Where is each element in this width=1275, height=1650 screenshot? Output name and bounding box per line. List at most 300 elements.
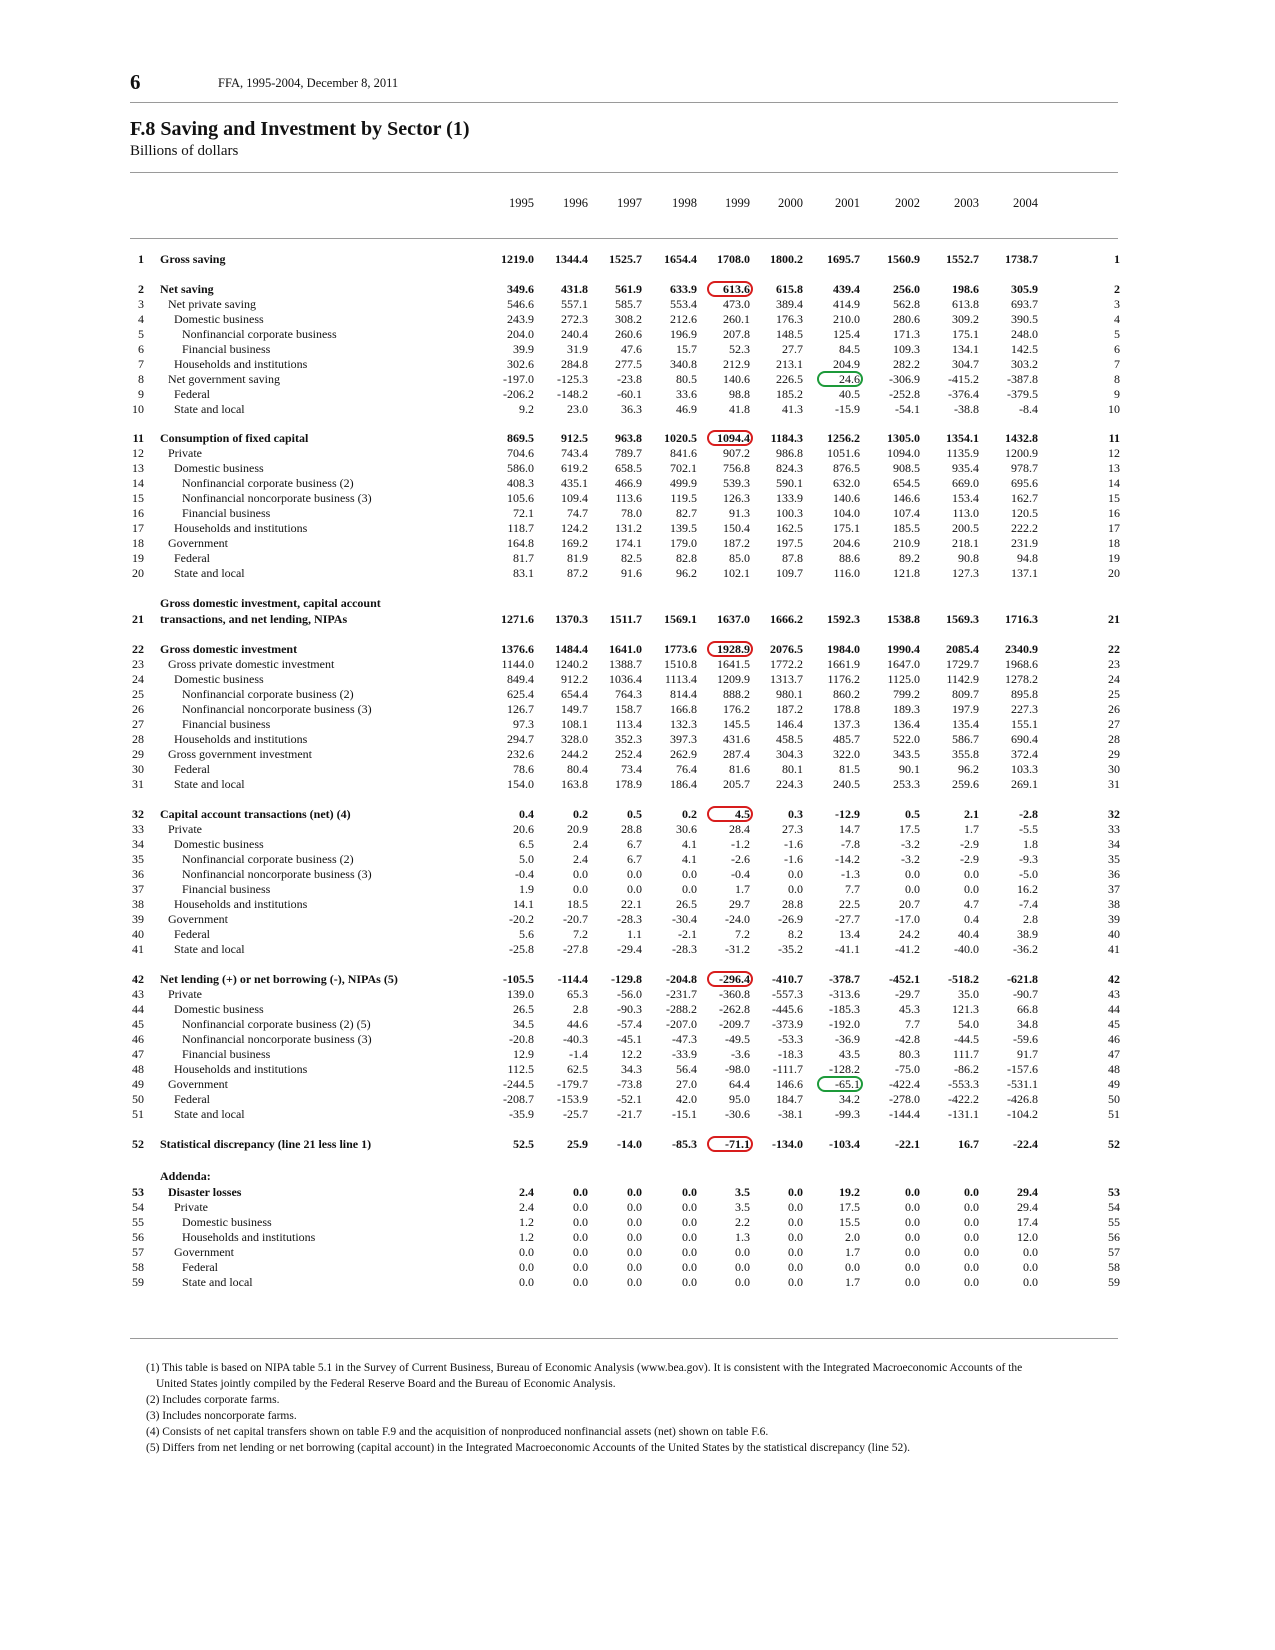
cell-value: 88.6 bbox=[839, 551, 860, 565]
row-label: Domestic business bbox=[174, 461, 264, 475]
cell-value: 119.5 bbox=[670, 491, 697, 505]
cell-value: 1666.2 bbox=[770, 612, 803, 626]
cell-value: -262.8 bbox=[719, 1002, 750, 1016]
cell-value: -45.1 bbox=[617, 1032, 642, 1046]
cell-value: 17.4 bbox=[1017, 1215, 1038, 1229]
cell-value: 1209.9 bbox=[717, 672, 750, 686]
cell-value: 799.2 bbox=[893, 687, 920, 701]
cell-value: 0.4 bbox=[964, 912, 979, 926]
cell-value: 4.1 bbox=[682, 852, 697, 866]
cell-value: 1305.0 bbox=[887, 431, 920, 445]
cell-value: 287.4 bbox=[723, 747, 750, 761]
cell-value: -0.4 bbox=[515, 867, 534, 881]
cell-value: 408.3 bbox=[507, 476, 534, 490]
cell-value: 218.1 bbox=[952, 536, 979, 550]
cell-value: 0.0 bbox=[682, 1215, 697, 1229]
cell-value: 91.6 bbox=[621, 566, 642, 580]
cell-value: 1184.3 bbox=[770, 431, 803, 445]
cell-value: 20.7 bbox=[899, 897, 920, 911]
line-number-right: 38 bbox=[1108, 897, 1120, 911]
cell-value: -49.5 bbox=[725, 1032, 750, 1046]
line-number: 45 bbox=[132, 1017, 144, 1031]
line-number-right: 46 bbox=[1108, 1032, 1120, 1046]
cell-value: 0.0 bbox=[627, 1230, 642, 1244]
cell-value: 8.2 bbox=[788, 927, 803, 941]
cell-value: 304.7 bbox=[952, 357, 979, 371]
cell-value: 0.0 bbox=[964, 882, 979, 896]
line-number: 54 bbox=[132, 1200, 144, 1214]
cell-value: -35.9 bbox=[509, 1107, 534, 1121]
cell-value: 56.4 bbox=[676, 1062, 697, 1076]
cell-value: 986.8 bbox=[776, 446, 803, 460]
cell-value: 690.4 bbox=[1011, 732, 1038, 746]
table-row bbox=[0, 1032, 1275, 1047]
table-row bbox=[0, 672, 1275, 687]
cell-value: 562.8 bbox=[893, 297, 920, 311]
cell-value: 16.2 bbox=[1017, 882, 1038, 896]
row-label: Nonfinancial corporate business (2) bbox=[182, 852, 354, 866]
cell-value: 240.4 bbox=[561, 327, 588, 341]
line-number-right: 26 bbox=[1108, 702, 1120, 716]
cell-value: 82.5 bbox=[621, 551, 642, 565]
line-number: 37 bbox=[132, 882, 144, 896]
cell-value: 546.6 bbox=[507, 297, 534, 311]
cell-value: 226.5 bbox=[776, 372, 803, 386]
cell-value: -98.0 bbox=[725, 1062, 750, 1076]
cell-value: -3.2 bbox=[901, 852, 920, 866]
year-column-header: 2001 bbox=[835, 196, 860, 210]
cell-value: 38.9 bbox=[1017, 927, 1038, 941]
cell-value: 963.8 bbox=[615, 431, 642, 445]
cell-value: -3.6 bbox=[731, 1047, 750, 1061]
cell-value: 24.2 bbox=[899, 927, 920, 941]
cell-value: 0.0 bbox=[964, 1185, 979, 1199]
cell-value: 0.0 bbox=[788, 1230, 803, 1244]
cell-value: 2.8 bbox=[1023, 912, 1038, 926]
cell-value: 1142.9 bbox=[946, 672, 979, 686]
cell-value: -22.1 bbox=[895, 1137, 920, 1151]
cell-value: 23.0 bbox=[567, 402, 588, 416]
line-number: 7 bbox=[138, 357, 144, 371]
line-number: 48 bbox=[132, 1062, 144, 1076]
cell-value: -206.2 bbox=[503, 387, 534, 401]
cell-value: 1729.7 bbox=[946, 657, 979, 671]
cell-value: -36.2 bbox=[1013, 942, 1038, 956]
cell-value: 704.6 bbox=[507, 446, 534, 460]
row-label: Net lending (+) or net borrowing (-), NIPAs (5) bbox=[160, 972, 398, 986]
cell-value: 1.7 bbox=[845, 1275, 860, 1289]
table-row bbox=[0, 1092, 1275, 1107]
cell-value: 29.4 bbox=[1017, 1185, 1038, 1199]
row-label: Private bbox=[168, 446, 202, 460]
cell-value: 3.5 bbox=[735, 1185, 750, 1199]
cell-value: 912.2 bbox=[561, 672, 588, 686]
cell-value: 1552.7 bbox=[946, 252, 979, 266]
table-row bbox=[0, 282, 1275, 297]
cell-value: -29.4 bbox=[617, 942, 642, 956]
cell-value: -57.4 bbox=[617, 1017, 642, 1031]
cell-value: -60.1 bbox=[617, 387, 642, 401]
cell-value: 34.2 bbox=[839, 1092, 860, 1106]
cell-value: 185.5 bbox=[893, 521, 920, 535]
cell-value: 125.4 bbox=[833, 327, 860, 341]
cell-value: 0.0 bbox=[682, 1275, 697, 1289]
cell-value: 980.1 bbox=[776, 687, 803, 701]
cell-value: 22.5 bbox=[839, 897, 860, 911]
table-row bbox=[0, 987, 1275, 1002]
table-row bbox=[0, 1002, 1275, 1017]
row-label: Federal bbox=[174, 927, 210, 941]
line-number-right: 42 bbox=[1108, 972, 1120, 986]
cell-value: 27.3 bbox=[782, 822, 803, 836]
cell-value: 277.5 bbox=[615, 357, 642, 371]
line-number: 38 bbox=[132, 897, 144, 911]
cell-value: 204.6 bbox=[833, 536, 860, 550]
row-label: Net government saving bbox=[168, 372, 280, 386]
cell-value: -2.6 bbox=[731, 852, 750, 866]
cell-value: 0.0 bbox=[682, 1200, 697, 1214]
cell-value: 1271.6 bbox=[501, 612, 534, 626]
cell-value: 118.7 bbox=[507, 521, 534, 535]
line-number: 53 bbox=[132, 1185, 144, 1199]
cell-value: 116.0 bbox=[833, 566, 860, 580]
table-row bbox=[0, 822, 1275, 837]
cell-value: 907.2 bbox=[723, 446, 750, 460]
cell-value: 197.5 bbox=[776, 536, 803, 550]
cell-value: 1569.3 bbox=[946, 612, 979, 626]
cell-value: 654.4 bbox=[561, 687, 588, 701]
cell-value: -54.1 bbox=[895, 402, 920, 416]
line-number: 24 bbox=[132, 672, 144, 686]
line-number-right: 29 bbox=[1108, 747, 1120, 761]
cell-value: 126.3 bbox=[723, 491, 750, 505]
row-label: Domestic business bbox=[174, 1002, 264, 1016]
cell-value: 103.3 bbox=[1011, 762, 1038, 776]
cell-value: 1928.9 bbox=[717, 642, 750, 656]
cell-value: 0.0 bbox=[682, 882, 697, 896]
cell-value: 2.4 bbox=[519, 1200, 534, 1214]
year-column-header: 1998 bbox=[672, 196, 697, 210]
cell-value: -0.4 bbox=[731, 867, 750, 881]
cell-value: 3.5 bbox=[735, 1200, 750, 1214]
line-number: 2 bbox=[138, 282, 144, 296]
cell-value: -360.8 bbox=[719, 987, 750, 1001]
cell-value: 244.2 bbox=[561, 747, 588, 761]
cell-value: 1647.0 bbox=[887, 657, 920, 671]
cell-value: 439.4 bbox=[833, 282, 860, 296]
table-row bbox=[0, 1200, 1275, 1215]
cell-value: 19.2 bbox=[839, 1185, 860, 1199]
cell-value: 0.0 bbox=[905, 1230, 920, 1244]
cell-value: 232.6 bbox=[507, 747, 534, 761]
cell-value: 282.2 bbox=[893, 357, 920, 371]
cell-value: 0.0 bbox=[573, 882, 588, 896]
cell-value: -42.8 bbox=[895, 1032, 920, 1046]
cell-value: 458.5 bbox=[776, 732, 803, 746]
line-number-right: 59 bbox=[1108, 1275, 1120, 1289]
cell-value: 2.4 bbox=[573, 837, 588, 851]
line-number-right: 37 bbox=[1108, 882, 1120, 896]
cell-value: 0.0 bbox=[573, 1230, 588, 1244]
cell-value: 1051.6 bbox=[827, 446, 860, 460]
row-label: Government bbox=[168, 536, 228, 550]
line-number: 32 bbox=[132, 807, 144, 821]
line-number: 57 bbox=[132, 1245, 144, 1259]
cell-value: 34.5 bbox=[513, 1017, 534, 1031]
cell-value: 4.1 bbox=[682, 837, 697, 851]
cell-value: 82.7 bbox=[676, 506, 697, 520]
cell-value: 96.2 bbox=[676, 566, 697, 580]
cell-value: 1637.0 bbox=[717, 612, 750, 626]
cell-value: 390.5 bbox=[1011, 312, 1038, 326]
cell-value: -44.5 bbox=[954, 1032, 979, 1046]
cell-value: 34.3 bbox=[621, 1062, 642, 1076]
cell-value: 100.3 bbox=[776, 506, 803, 520]
cell-value: 139.0 bbox=[507, 987, 534, 1001]
row-label: Households and institutions bbox=[174, 357, 308, 371]
cell-value: -59.6 bbox=[1013, 1032, 1038, 1046]
cell-value: -29.7 bbox=[895, 987, 920, 1001]
cell-value: 1716.3 bbox=[1005, 612, 1038, 626]
cell-value: 0.0 bbox=[905, 1185, 920, 1199]
cell-value: 2.2 bbox=[735, 1215, 750, 1229]
cell-value: 1569.1 bbox=[664, 612, 697, 626]
cell-value: 84.5 bbox=[839, 342, 860, 356]
row-label: Financial business bbox=[182, 717, 271, 731]
cell-value: 17.5 bbox=[899, 822, 920, 836]
cell-value: 176.2 bbox=[723, 702, 750, 716]
table-row bbox=[0, 596, 1275, 611]
cell-value: 7.2 bbox=[735, 927, 750, 941]
cell-value: 158.7 bbox=[615, 702, 642, 716]
line-number-right: 5 bbox=[1114, 327, 1120, 341]
cell-value: 0.0 bbox=[573, 1275, 588, 1289]
cell-value: 1484.4 bbox=[555, 642, 588, 656]
line-number: 11 bbox=[132, 431, 144, 445]
cell-value: 0.0 bbox=[905, 1260, 920, 1274]
cell-value: 41.3 bbox=[782, 402, 803, 416]
cell-value: 1176.2 bbox=[827, 672, 860, 686]
cell-value: -25.7 bbox=[563, 1107, 588, 1121]
cell-value: 0.0 bbox=[905, 1245, 920, 1259]
cell-value: 809.7 bbox=[952, 687, 979, 701]
line-number: 46 bbox=[132, 1032, 144, 1046]
table-row bbox=[0, 1185, 1275, 1200]
cell-value: 309.2 bbox=[952, 312, 979, 326]
cell-value: -20.8 bbox=[509, 1032, 534, 1046]
line-number-right: 45 bbox=[1108, 1017, 1120, 1031]
cell-value: -73.8 bbox=[617, 1077, 642, 1091]
cell-value: -204.8 bbox=[666, 972, 697, 986]
cell-value: -426.8 bbox=[1007, 1092, 1038, 1106]
cell-value: 4.7 bbox=[964, 897, 979, 911]
cell-value: -296.4 bbox=[719, 972, 750, 986]
cell-value: 34.8 bbox=[1017, 1017, 1038, 1031]
cell-value: 252.4 bbox=[615, 747, 642, 761]
cell-value: 127.3 bbox=[952, 566, 979, 580]
line-number-right: 48 bbox=[1108, 1062, 1120, 1076]
line-number: 47 bbox=[132, 1047, 144, 1061]
cell-value: -12.9 bbox=[835, 807, 860, 821]
cell-value: 121.3 bbox=[952, 1002, 979, 1016]
cell-value: 1354.1 bbox=[946, 431, 979, 445]
line-number-right: 43 bbox=[1108, 987, 1120, 1001]
cell-value: 1654.4 bbox=[664, 252, 697, 266]
cell-value: 1020.5 bbox=[664, 431, 697, 445]
cell-value: -17.0 bbox=[895, 912, 920, 926]
cell-value: 895.8 bbox=[1011, 687, 1038, 701]
cell-value: 40.5 bbox=[839, 387, 860, 401]
footnote: (5) Differs from net lending or net borrowing (capital account) in the Integrated Macroeconomic Accounts of the United States by the statistical discrepancy (line 52). bbox=[146, 1442, 910, 1454]
cell-value: -23.8 bbox=[617, 372, 642, 386]
line-number-right: 3 bbox=[1114, 297, 1120, 311]
cell-value: 212.6 bbox=[670, 312, 697, 326]
cell-value: -75.0 bbox=[895, 1062, 920, 1076]
cell-value: -209.7 bbox=[719, 1017, 750, 1031]
cell-value: -129.8 bbox=[611, 972, 642, 986]
cell-value: 280.6 bbox=[893, 312, 920, 326]
cell-value: 148.5 bbox=[776, 327, 803, 341]
cell-value: 153.4 bbox=[952, 491, 979, 505]
cell-value: 764.3 bbox=[615, 687, 642, 701]
cell-value: 1.3 bbox=[735, 1230, 750, 1244]
year-column-header: 2003 bbox=[954, 196, 979, 210]
cell-value: 17.5 bbox=[839, 1200, 860, 1214]
table-row bbox=[0, 327, 1275, 342]
cell-value: 0.0 bbox=[964, 1260, 979, 1274]
footnote: (1) This table is based on NIPA table 5.1 in the Survey of Current Business, Bureau of Economic Analysis (www.bea.gov). It is consistent with the Integrated Macroeconomic Accounts of the bbox=[146, 1362, 1023, 1374]
cell-value: 1.2 bbox=[519, 1230, 534, 1244]
cell-value: 76.4 bbox=[676, 762, 697, 776]
cell-value: -134.0 bbox=[772, 1137, 803, 1151]
line-number: 20 bbox=[132, 566, 144, 580]
cell-value: 860.2 bbox=[833, 687, 860, 701]
line-number-right: 39 bbox=[1108, 912, 1120, 926]
cell-value: 139.5 bbox=[670, 521, 697, 535]
row-label: State and local bbox=[174, 942, 245, 956]
row-label: Financial business bbox=[182, 1047, 271, 1061]
year-column-header: 1999 bbox=[725, 196, 750, 210]
cell-value: -38.8 bbox=[954, 402, 979, 416]
cell-value: -452.1 bbox=[889, 972, 920, 986]
cell-value: 349.6 bbox=[507, 282, 534, 296]
line-number: 18 bbox=[132, 536, 144, 550]
cell-value: 1695.7 bbox=[827, 252, 860, 266]
cell-value: 908.5 bbox=[893, 461, 920, 475]
line-number-right: 32 bbox=[1108, 807, 1120, 821]
cell-value: 98.8 bbox=[729, 387, 750, 401]
cell-value: 0.0 bbox=[627, 1245, 642, 1259]
cell-value: 81.5 bbox=[839, 762, 860, 776]
cell-value: 80.4 bbox=[567, 762, 588, 776]
cell-value: 207.8 bbox=[723, 327, 750, 341]
line-number-right: 34 bbox=[1108, 837, 1120, 851]
cell-value: 204.9 bbox=[833, 357, 860, 371]
cell-value: 0.0 bbox=[788, 1215, 803, 1229]
line-number-right: 41 bbox=[1108, 942, 1120, 956]
cell-value: 1.8 bbox=[1023, 837, 1038, 851]
cell-value: 185.2 bbox=[776, 387, 803, 401]
cell-value: 1125.0 bbox=[887, 672, 920, 686]
line-number: 43 bbox=[132, 987, 144, 1001]
cell-value: 162.7 bbox=[1011, 491, 1038, 505]
cell-value: 104.0 bbox=[833, 506, 860, 520]
line-number: 25 bbox=[132, 687, 144, 701]
row-label: Domestic business bbox=[174, 837, 264, 851]
cell-value: 1.1 bbox=[627, 927, 642, 941]
cell-value: -52.1 bbox=[617, 1092, 642, 1106]
cell-value: 0.0 bbox=[682, 1230, 697, 1244]
table-row bbox=[0, 657, 1275, 672]
cell-value: -252.8 bbox=[889, 387, 920, 401]
row-label: Federal bbox=[174, 387, 210, 401]
cell-value: 2.4 bbox=[519, 1185, 534, 1199]
row-label: Government bbox=[168, 912, 228, 926]
cell-value: 111.7 bbox=[952, 1047, 979, 1061]
cell-value: 539.3 bbox=[723, 476, 750, 490]
row-label: Private bbox=[168, 822, 202, 836]
cell-value: 586.7 bbox=[952, 732, 979, 746]
cell-value: 83.1 bbox=[513, 566, 534, 580]
cell-value: 1.9 bbox=[519, 882, 534, 896]
cell-value: 0.0 bbox=[964, 1215, 979, 1229]
cell-value: 7.7 bbox=[905, 1017, 920, 1031]
line-number-right: 7 bbox=[1114, 357, 1120, 371]
row-label: Households and institutions bbox=[182, 1230, 316, 1244]
row-label: State and local bbox=[182, 1275, 253, 1289]
cell-value: 935.4 bbox=[952, 461, 979, 475]
cell-value: 134.1 bbox=[952, 342, 979, 356]
cell-value: -379.5 bbox=[1007, 387, 1038, 401]
cell-value: -422.2 bbox=[948, 1092, 979, 1106]
cell-value: 0.0 bbox=[573, 1215, 588, 1229]
cell-value: 121.8 bbox=[893, 566, 920, 580]
cell-value: 0.0 bbox=[905, 1200, 920, 1214]
cell-value: -1.6 bbox=[784, 837, 803, 851]
cell-value: -422.4 bbox=[889, 1077, 920, 1091]
cell-value: 590.1 bbox=[776, 476, 803, 490]
cell-value: 0.0 bbox=[627, 1200, 642, 1214]
line-number-right: 52 bbox=[1108, 1137, 1120, 1151]
cell-value: 178.8 bbox=[833, 702, 860, 716]
cell-value: -179.7 bbox=[557, 1077, 588, 1091]
row-label: Nonfinancial noncorporate business (3) bbox=[182, 1032, 372, 1046]
cell-value: 109.4 bbox=[561, 491, 588, 505]
cell-value: 260.6 bbox=[615, 327, 642, 341]
cell-value: 146.6 bbox=[776, 1077, 803, 1091]
cell-value: 140.6 bbox=[833, 491, 860, 505]
cell-value: 18.5 bbox=[567, 897, 588, 911]
line-number-right: 51 bbox=[1108, 1107, 1120, 1121]
table-row bbox=[0, 476, 1275, 491]
line-number-right: 2 bbox=[1114, 282, 1120, 296]
cell-value: 633.9 bbox=[670, 282, 697, 296]
cell-value: 0.0 bbox=[905, 1215, 920, 1229]
cell-value: -111.7 bbox=[772, 1062, 803, 1076]
cell-value: -2.1 bbox=[678, 927, 697, 941]
cell-value: 155.1 bbox=[1011, 717, 1038, 731]
cell-value: -197.0 bbox=[503, 372, 534, 386]
line-number-right: 35 bbox=[1108, 852, 1120, 866]
table-subtitle: Billions of dollars bbox=[130, 143, 239, 159]
cell-value: 5.6 bbox=[519, 927, 534, 941]
cell-value: 0.0 bbox=[964, 1200, 979, 1214]
line-number: 21 bbox=[132, 612, 144, 626]
cell-value: 693.7 bbox=[1011, 297, 1038, 311]
cell-value: -3.2 bbox=[901, 837, 920, 851]
cell-value: 0.0 bbox=[573, 1260, 588, 1274]
cell-value: 132.3 bbox=[670, 717, 697, 731]
